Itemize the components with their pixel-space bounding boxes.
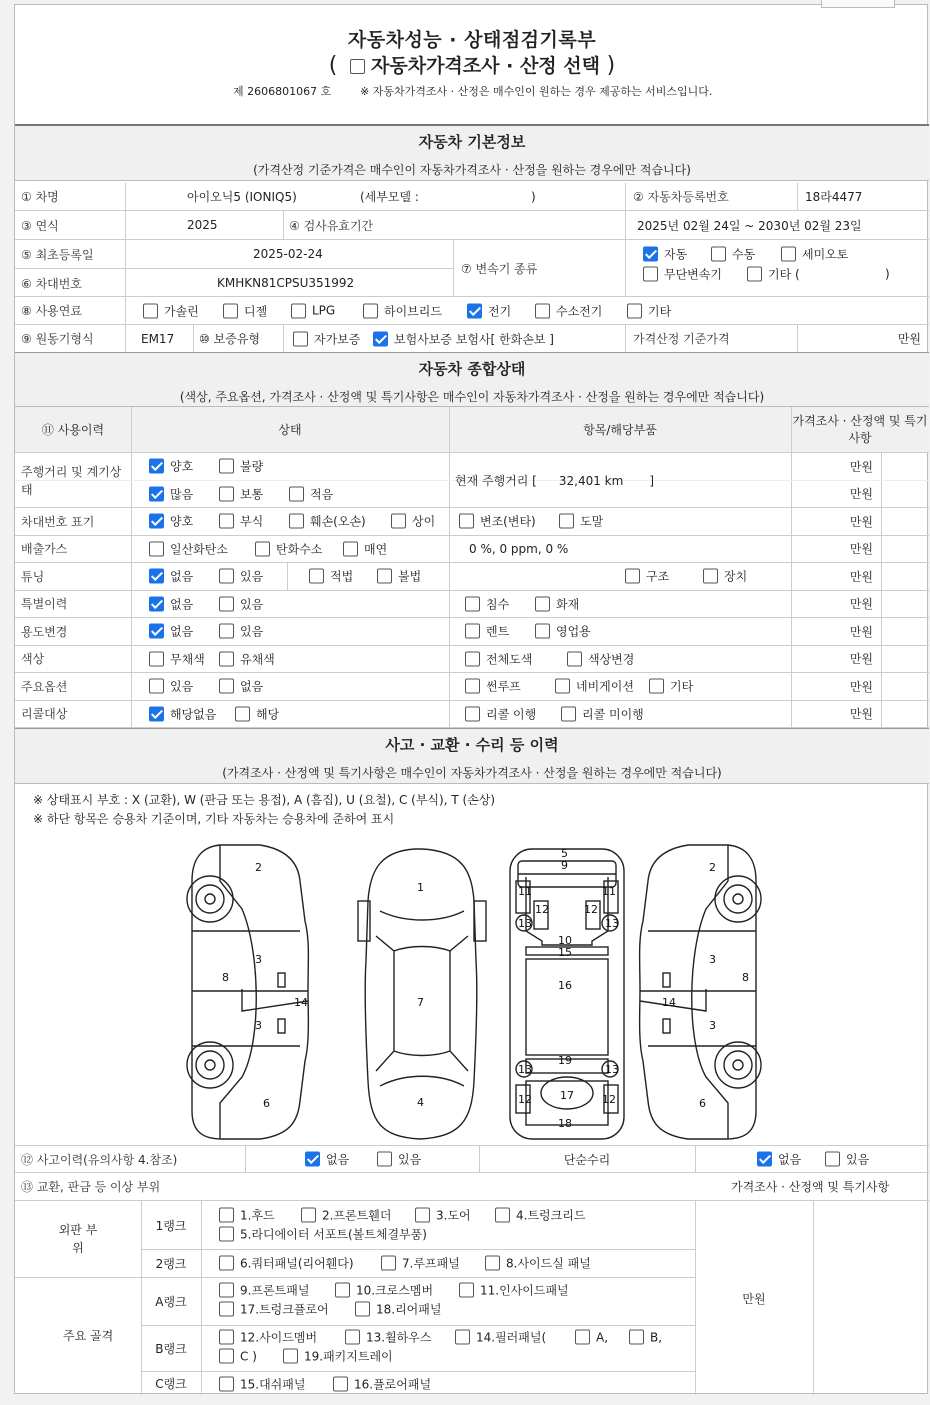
state-option-checkbox[interactable] (309, 569, 324, 584)
fuel-option[interactable]: 디젤 (223, 302, 267, 319)
part-option[interactable]: B, (629, 1330, 662, 1345)
svg-text:8: 8 (742, 971, 749, 984)
left-side-view (187, 845, 308, 1139)
fuel-option-checkbox[interactable] (627, 303, 642, 318)
passenger-note: ※ 하단 항목은 승용차 기준이며, 기타 자동차는 승용차에 준하여 표시 (33, 812, 395, 826)
part-option-checkbox[interactable] (485, 1256, 500, 1271)
fuel-option[interactable]: 기타 (627, 302, 671, 319)
state-option[interactable]: 양호 (149, 458, 193, 475)
state-option[interactable]: 많음 (149, 485, 193, 502)
state-option-checkbox[interactable] (219, 596, 234, 611)
svg-text:17: 17 (560, 1089, 574, 1102)
state-option[interactable]: 매연 (343, 540, 387, 557)
state-option[interactable]: 있음 (219, 595, 263, 612)
simple-yes[interactable]: 있음 (825, 1151, 869, 1168)
state-option[interactable]: 일산화탄소 (149, 540, 228, 557)
trans-other[interactable]: 기타 ( (747, 266, 800, 283)
fuel-option[interactable]: 하이브리드 (363, 302, 442, 319)
item-option-checkbox[interactable] (567, 651, 582, 666)
state-option-checkbox[interactable] (219, 514, 234, 529)
part-option[interactable]: 5.라디에이터 서포트(볼트체결부품) (219, 1226, 427, 1243)
state-option[interactable]: 무채색 (149, 650, 205, 667)
state-option-checkbox[interactable] (149, 541, 164, 556)
state-option[interactable]: 훼손(오손) (289, 513, 366, 530)
state-option-checkbox[interactable] (219, 624, 234, 639)
state-option[interactable]: 보통 (219, 485, 263, 502)
state-option[interactable]: 있음 (149, 678, 193, 695)
trans-auto-checkbox[interactable] (643, 247, 658, 262)
state-option[interactable]: 불량 (219, 458, 263, 475)
item-option-checkbox[interactable] (561, 706, 576, 721)
svg-text:3: 3 (709, 953, 716, 966)
state-option-checkbox[interactable] (219, 486, 234, 501)
state-option-checkbox[interactable] (377, 569, 392, 584)
overall-row: 특별이력 없음 있음 침수 화재 만원 (15, 591, 929, 619)
state-option[interactable]: 적음 (289, 485, 333, 502)
part-option-checkbox[interactable] (219, 1227, 234, 1242)
overall-row: 리콜대상 해당없음 해당 리콜 이행 리콜 미이행 만원 (15, 701, 929, 729)
status-codes-note: ※ 상태표시 부호 : X (교환), W (판금 또는 용접), A (흠집), U (요철), C (부식), T (손상) (33, 793, 496, 807)
part-option-checkbox[interactable] (415, 1208, 430, 1223)
right-side-view (640, 845, 761, 1139)
car-body-diagram (180, 841, 770, 1143)
basic-info-header: 자동차 기본정보 (가격산정 기준가격은 매수인이 자동차가격조사 · 산정을 원하는 경우에만 적습니다) (15, 124, 929, 181)
fuel-option[interactable]: LPG (291, 303, 335, 318)
state-option-checkbox[interactable] (149, 514, 164, 529)
svg-text:12: 12 (535, 903, 549, 916)
state-option-checkbox[interactable] (219, 651, 234, 666)
item-option[interactable]: 썬루프 (465, 678, 521, 695)
part-option[interactable]: 4.트렁크리드 (495, 1207, 585, 1224)
item-option[interactable]: 기타 (649, 678, 693, 695)
part-option-checkbox[interactable] (219, 1302, 234, 1317)
simple-none[interactable]: 없음 (757, 1151, 801, 1168)
overall-row: 용도변경 없음 있음 렌트 영업용 만원 (15, 618, 929, 646)
svg-text:1: 1 (417, 881, 424, 894)
inspect-period: 2025년 02월 24일 ~ 2030년 02월 23일 (637, 218, 862, 233)
svg-text:12: 12 (602, 1093, 616, 1106)
part-option-checkbox[interactable] (333, 1377, 348, 1392)
warranty-insurer[interactable]: 보험사보증 보험사[ 한화손보 ] (373, 330, 554, 347)
state-option-checkbox[interactable] (149, 596, 164, 611)
part-option[interactable]: 18.리어패널 (355, 1301, 441, 1318)
state-option-checkbox[interactable] (149, 624, 164, 639)
state-option[interactable]: 부식 (219, 513, 263, 530)
svg-text:13: 13 (605, 917, 619, 930)
doc-number: 제 2606801067 호 (233, 85, 332, 98)
page-title: 자동차성능 · 상태점검기록부 (347, 29, 597, 51)
part-option-checkbox[interactable] (219, 1377, 234, 1392)
state-option[interactable]: 없음 (219, 678, 263, 695)
trans-cvt[interactable]: 무단변속기 (643, 266, 722, 283)
engine-type: EM17 (141, 331, 175, 346)
part-option-checkbox[interactable] (495, 1208, 510, 1223)
detail-model: (세부모델 : (360, 190, 419, 204)
page-subtitle: ( 자동차가격조사 · 산정 선택 ) (328, 53, 616, 78)
state-option-checkbox[interactable] (343, 541, 358, 556)
svg-text:13: 13 (518, 1063, 532, 1076)
item-option[interactable]: 장치 (703, 568, 747, 585)
svg-text:12: 12 (518, 1093, 532, 1106)
year: 2025 (187, 218, 218, 232)
state-option[interactable]: 있음 (219, 568, 263, 585)
state-option-checkbox[interactable] (149, 706, 164, 721)
item-option[interactable]: 네비게이션 (555, 678, 634, 695)
overall-header: 자동차 종합상태 (색상, 주요옵션, 가격조사 · 산정액 및 특기사항은 매수인이 자동차가격조사 · 산정을 원하는 경우에만 적습니다) (15, 353, 929, 407)
part-option[interactable]: A, (575, 1330, 608, 1345)
overall-table-header: ⑪ 사용이력 상태 항목/해당부품 가격조사 · 산정액 및 특기사항 (15, 407, 929, 453)
part-option-checkbox[interactable] (219, 1283, 234, 1298)
item-option[interactable]: 침수 (465, 595, 509, 612)
fuel-option[interactable]: 전기 (467, 302, 511, 319)
svg-text:14: 14 (662, 996, 676, 1009)
state-option-checkbox[interactable] (149, 651, 164, 666)
row-first-reg: ⑤ 최초등록일 ⑥ 차대번호 2025-02-24 KMHKN81CPSU351992 ⑦ 변속기 종류 자동 수동 세미오토 무단변속기 기타 ( ) (15, 240, 929, 297)
service-notice: ※ 자동차가격조사 · 산정은 매수인이 원하는 경우 제공하는 서비스입니다. (360, 85, 713, 98)
svg-text:3: 3 (709, 1019, 716, 1032)
fuel-option-checkbox[interactable] (143, 303, 158, 318)
state-option[interactable]: 유채색 (219, 650, 275, 667)
state-option-checkbox[interactable] (219, 679, 234, 694)
accident-header: 사고 · 교환 · 수리 등 이력 (가격조사 · 산정액 및 특기사항은 매수인이 자동차가격조사 · 산정을 원하는 경우에만 적습니다) (15, 728, 929, 784)
svg-text:6: 6 (699, 1097, 706, 1110)
item-option[interactable]: 화재 (535, 595, 579, 612)
fuel-option[interactable]: 가솔린 (143, 302, 199, 319)
svg-text:13: 13 (518, 917, 532, 930)
row-year: ③ 연식 2025 ④ 검사유효기간 2025년 02월 24일 ~ 2030년 02월 23일 (15, 211, 929, 240)
part-option[interactable]: 7.루프패널 (381, 1255, 460, 1272)
fuel-option-checkbox[interactable] (291, 303, 306, 318)
part-option[interactable]: 17.트렁크플로어 (219, 1301, 329, 1318)
state-option-checkbox[interactable] (559, 514, 574, 529)
part-option-checkbox[interactable] (575, 1330, 590, 1345)
state-option-checkbox[interactable] (219, 459, 234, 474)
part-option[interactable]: 12.사이드멤버 (219, 1329, 317, 1346)
item-option[interactable]: 구조 (625, 568, 669, 585)
vin: KMHKN81CPSU351992 (217, 276, 355, 290)
item-option-checkbox[interactable] (625, 569, 640, 584)
state-option[interactable]: 상이 (391, 513, 435, 530)
svg-text:11: 11 (518, 885, 532, 898)
item-option-checkbox[interactable] (535, 624, 550, 639)
row-fuel: ⑧ 사용연료 가솔린 디젤 LPG 하이브리드 전기 수소전기 기타 (15, 297, 929, 325)
svg-text:6: 6 (263, 1097, 270, 1110)
trans-manual[interactable]: 수동 (711, 246, 755, 263)
state-option[interactable]: 탄화수소 (255, 540, 322, 557)
svg-text:12: 12 (584, 903, 598, 916)
part-option-checkbox[interactable] (455, 1330, 470, 1345)
svg-text:3: 3 (255, 953, 262, 966)
part-option-checkbox[interactable] (629, 1330, 644, 1345)
state-option[interactable]: 없음 (149, 595, 193, 612)
svg-text:4: 4 (417, 1096, 424, 1109)
part-option[interactable]: 13.휠하우스 (345, 1329, 431, 1346)
part-option-checkbox[interactable] (335, 1283, 350, 1298)
rank-table: 외판 부위 주요 골격 1랭크 2랭크 A랭크 B랭크 C랭크 만원 1.후드 2.프론트휀더 3.도어 4.트렁크리드 5.라디에이터 서포트(볼트체결부품) 6.쿼터패널(리어휀다) 7.루프패널 8.사이드실 패널 9.프론트패널 10.크로스멤버 11.인사이드패널 17.트렁크플로어 18.리어패널 12.사이드멤버 13.휠하우스 14.필러패널( A, B, C ) 19.패키지트레이 15.대쉬패널 16.플로어패널 (15, 1201, 929, 1395)
part-option-checkbox[interactable] (345, 1330, 360, 1345)
row-engine: ⑨ 원동기형식 EM17 ⑩ 보증유형 자가보증 보험사보증 보험사[ 한화손보 ] 가격산정 기준가격 만원 (15, 325, 929, 353)
item-option-checkbox[interactable] (555, 679, 570, 694)
state-option-checkbox[interactable] (219, 569, 234, 584)
part-option[interactable]: 19.패키지트레이 (283, 1348, 393, 1365)
part-option-checkbox[interactable] (459, 1283, 474, 1298)
item-option[interactable]: 렌트 (465, 623, 509, 640)
svg-text:13: 13 (605, 1063, 619, 1076)
overall-row: 색상 무채색 유채색 전체도색 색상변경 만원 (15, 646, 929, 674)
record-page (14, 4, 928, 1394)
svg-text:14: 14 (294, 996, 308, 1009)
part-option-checkbox[interactable] (219, 1349, 234, 1364)
row-accident: ⑫ 사고이력(유의사항 4.참조) 없음 있음 단순수리 없음 있음 (15, 1145, 929, 1173)
state-option[interactable]: 해당없음 (149, 705, 216, 722)
part-option-checkbox[interactable] (355, 1302, 370, 1317)
state-option-checkbox[interactable] (149, 459, 164, 474)
part-option[interactable]: 14.필러패널( (455, 1329, 546, 1346)
state-option[interactable]: 해당 (235, 705, 279, 722)
row-exchange-header: ⑬ 교환, 판금 등 이상 부위 가격조사 · 산정액 및 특기사항 (15, 1173, 929, 1201)
state-option[interactable]: 있음 (219, 623, 263, 640)
item-option-checkbox[interactable] (465, 679, 480, 694)
item-option-checkbox[interactable] (465, 624, 480, 639)
state-option-checkbox[interactable] (235, 706, 250, 721)
svg-text:18: 18 (558, 1117, 572, 1130)
svg-text:8: 8 (222, 971, 229, 984)
svg-text:3: 3 (255, 1019, 262, 1032)
part-option-checkbox[interactable] (219, 1256, 234, 1271)
item-option-checkbox[interactable] (465, 596, 480, 611)
part-option-checkbox[interactable] (301, 1208, 316, 1223)
current-mileage: 현재 주행거리 [ 32,401 km ] (455, 473, 655, 488)
item-option[interactable]: 색상변경 (567, 650, 634, 667)
fuel-option-checkbox[interactable] (223, 303, 238, 318)
item-option[interactable]: 리콜 미이행 (561, 705, 644, 722)
item-option[interactable]: 리콜 이행 (465, 705, 536, 722)
trans-auto[interactable]: 자동 (643, 246, 687, 263)
part-option[interactable]: 10.크로스멤버 (335, 1282, 433, 1299)
fuel-option-checkbox[interactable] (467, 303, 482, 318)
fuel-option-checkbox[interactable] (363, 303, 378, 318)
emission-values: 0 %, 0 ppm, 0 % (469, 541, 569, 556)
part-option[interactable]: 11.인사이드패널 (459, 1282, 569, 1299)
part-option[interactable]: C ) (219, 1349, 257, 1364)
svg-text:2: 2 (709, 861, 716, 874)
part-option[interactable]: 2.프론트휀더 (301, 1207, 391, 1224)
row-car-name: ① 차명 아이오닉5 (IONIQ5) (세부모델 : ) ② 자동차등록번호 18라4477 (15, 183, 929, 211)
state-option-checkbox[interactable] (149, 486, 164, 501)
warranty-self[interactable]: 자가보증 (293, 330, 360, 347)
svg-text:19: 19 (558, 1054, 572, 1067)
fuel-option[interactable]: 수소전기 (535, 302, 602, 319)
state-option[interactable]: 도말 (559, 513, 603, 530)
svg-text:16: 16 (558, 979, 572, 992)
part-option-checkbox[interactable] (219, 1208, 234, 1223)
svg-text:11: 11 (602, 885, 616, 898)
overall-row: 많음 보통 적음 만원 (15, 481, 929, 509)
overall-row: 차대번호 표기 양호 부식 훼손(오손) 상이 변조(변타) 도말 만원 (15, 508, 929, 536)
fuel-option-checkbox[interactable] (535, 303, 550, 318)
state-option-checkbox[interactable] (391, 514, 406, 529)
part-option[interactable]: 9.프론트패널 (219, 1282, 309, 1299)
item-option-checkbox[interactable] (703, 569, 718, 584)
svg-text:7: 7 (417, 996, 424, 1009)
price-select-checkbox[interactable] (350, 59, 365, 74)
trans-semi[interactable]: 세미오토 (781, 246, 848, 263)
svg-text:5: 5 (561, 847, 568, 860)
svg-text:10: 10 (558, 934, 572, 947)
part-option[interactable]: 3.도어 (415, 1207, 471, 1224)
item-option-checkbox[interactable] (465, 706, 480, 721)
item-option[interactable]: 영업용 (535, 623, 591, 640)
overall-row: 주행거리 및 계기상태 양호 불량 만원 (15, 453, 929, 481)
svg-text:9: 9 (561, 859, 568, 872)
state-option[interactable]: 없음 (149, 623, 193, 640)
svg-text:15: 15 (558, 946, 572, 959)
part-option[interactable]: 1.후드 (219, 1207, 275, 1224)
accident-yes[interactable]: 있음 (377, 1151, 421, 1168)
state-option-checkbox[interactable] (255, 541, 270, 556)
overall-row: 배출가스 일산화탄소 탄화수소 매연 0 %, 0 ppm, 0 % 만원 (15, 536, 929, 564)
part-option[interactable]: 6.쿼터패널(리어휀다) (219, 1255, 354, 1272)
state-option-checkbox[interactable] (289, 486, 304, 501)
state-option-checkbox[interactable] (289, 514, 304, 529)
state-option[interactable]: 적법 (309, 568, 353, 585)
part-option[interactable]: 15.대쉬패널 (219, 1376, 305, 1393)
first-reg-date: 2025-02-24 (253, 247, 323, 261)
part-option-checkbox[interactable] (219, 1330, 234, 1345)
state-option[interactable]: 양호 (149, 513, 193, 530)
overall-row: 튜닝 없음 있음 적법 불법 구조 장치 만원 (15, 563, 929, 591)
state-option[interactable]: 변조(변타) (459, 513, 536, 530)
item-option-checkbox[interactable] (535, 596, 550, 611)
state-option-checkbox[interactable] (149, 679, 164, 694)
part-option[interactable]: 16.플로어패널 (333, 1376, 431, 1393)
part-label-2: 2 (255, 861, 262, 874)
top-tab[interactable] (821, 0, 895, 8)
part-option-checkbox[interactable] (381, 1256, 396, 1271)
car-name: 아이오닉5 (IONIQ5) (187, 190, 297, 204)
state-option-checkbox[interactable] (149, 569, 164, 584)
state-option[interactable]: 없음 (149, 568, 193, 585)
part-option[interactable]: 8.사이드실 패널 (485, 1255, 591, 1272)
state-option-checkbox[interactable] (459, 514, 474, 529)
item-option[interactable]: 전체도색 (465, 650, 532, 667)
accident-none[interactable]: 없음 (305, 1151, 349, 1168)
state-option[interactable]: 불법 (377, 568, 421, 585)
reg-number: 18라4477 (805, 190, 863, 204)
overall-row: 주요옵션 있음 없음 썬루프 네비게이션 기타 만원 (15, 673, 929, 701)
part-option-checkbox[interactable] (283, 1349, 298, 1364)
item-option-checkbox[interactable] (465, 651, 480, 666)
item-option-checkbox[interactable] (649, 679, 664, 694)
